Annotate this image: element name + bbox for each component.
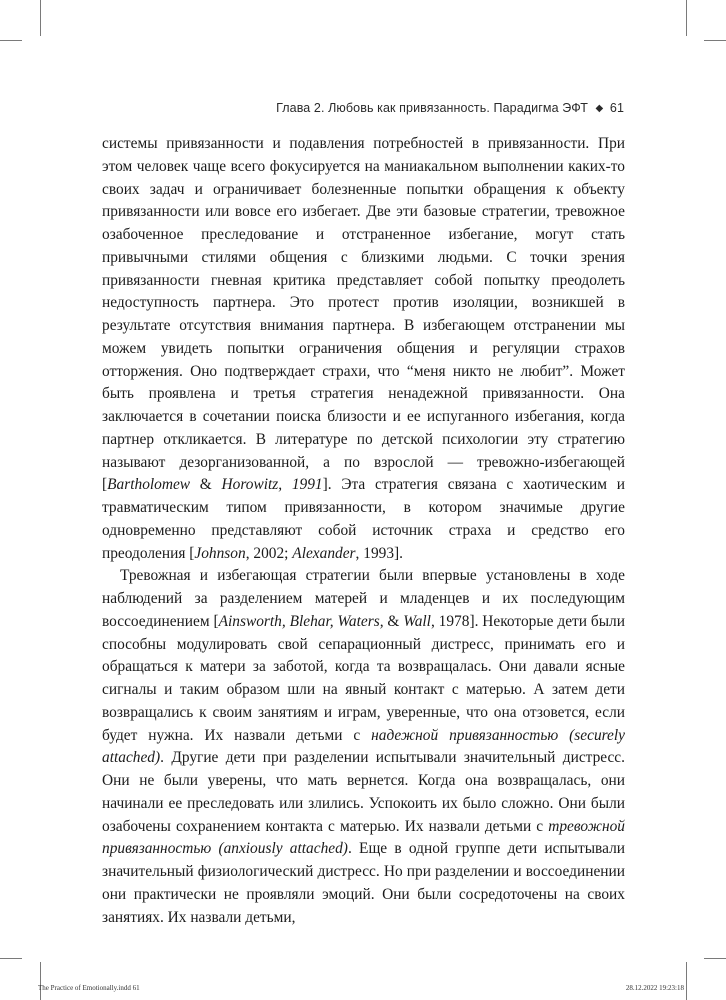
crop-mark-bottom-left <box>40 962 41 1000</box>
italic-text: Horowitz, 1991 <box>221 476 323 494</box>
crop-mark-right-top <box>704 40 726 41</box>
italic-text: надежной привязанностью (securely attached) <box>102 726 625 767</box>
paragraph-text: ]. Эта стратегия связана с хаотическим и травматическим типом привязанности, в котором значимые другие одновременно представляют собой источник страха и средство его преодоления [ <box>102 476 625 562</box>
crop-mark-top-right <box>686 0 687 36</box>
italic-text: Johnson <box>194 544 246 562</box>
paragraph-text: . Еще в одной группе дети испытывали значительный физиологический дистресс. Но при разделении и воссоединении они практически не проявляли эмоций. Они были сосредоточены на своих занятиях. Их назвали детьми, <box>102 840 625 926</box>
paragraph <box>102 133 625 565</box>
paragraph-text: & <box>190 476 222 494</box>
running-header <box>276 101 624 115</box>
chapter-title: Глава 2. Любовь как привязанность. Парадигма ЭФТ <box>276 101 588 115</box>
footer-file-info: The Practice of Emotionally.indd 61 <box>38 984 140 992</box>
paragraph-text: системы привязанности и подавления потребностей в привязанности. При этом человек чаще всего фокусируется на маниакальном выполнении каких-то своих задач и ограничивает болезненные попытки обращения к объекту привязанности или вовсе его избегает. Две эти базовые стратегии, тревожное озабоченное преследование и отстраненное избегание, могут стать привычными стилями общения с близкими людьми. С точки зрения привязанности гневная критика представляет собой попытку преодолеть недоступность партнера. Это протест против изоляции, возникшей в результате отсутствия внимания партнера. В избегающем отстранении мы можем увидеть попытки ограничения общения и регуляции страхов отторжения. Оно подтверждает страхи, что “меня никто не любит”. Может быть проявлена и третья стратегия ненадежной привязанности. Она заключается в сочетании поиска близости и ее испуганного избегания, когда партнер откликается. В литературе по детской психологии эту стратегию называют дезорганизованной, а по взрослой — тревожно-избегающей [ <box>102 135 625 494</box>
crop-mark-left-bottom <box>0 958 22 959</box>
italic-text: Ainsworth, Blehar, Waters, <box>218 612 384 630</box>
crop-mark-bottom-right <box>686 962 687 1000</box>
paragraph-text: , 2002; <box>245 544 293 562</box>
footer-timestamp: 28.12.2022 19:23:18 <box>625 984 684 992</box>
paragraph-text: , 1978]. Некоторые дети были способны модулировать свой сепарационный дистресс, принимать его и обращаться к матери за заботой, когда та возвращалась. Они давали ясные сигналы и таким образом шли на явный контакт с матерью. А затем дети возвращались к своим занятиям и играм, уверенные, что она отзовется, если будет нужна. Их назвали детьми с <box>102 612 625 744</box>
paragraph-text: . Другие дети при разделении испытывали значительный дистресс. Они не были уверены, что мать вернется. Когда она возвращалась, они начинали ее преследовать или злились. Успокоить их было сложно. Они были озабочены сохранением контакта с матерью. Их назвали детьми с <box>102 749 625 835</box>
italic-text: Wall <box>403 612 431 630</box>
paragraph-text: & <box>383 612 404 630</box>
paragraph-text: , 1993]. <box>355 544 403 562</box>
crop-mark-left-top <box>0 40 22 41</box>
italic-text: Alexander <box>292 544 356 562</box>
crop-mark-top-left <box>40 0 41 36</box>
paragraph-text: Тревожная и избегающая стратегии были впервые установлены в ходе наблюдений за разделением матерей и младенцев и их последующим воссоединением [ <box>102 567 625 630</box>
paragraph <box>102 565 625 929</box>
italic-text: Bartholomew <box>107 476 191 494</box>
body-text <box>102 133 625 929</box>
page-number: 61 <box>609 101 624 115</box>
diamond-icon: ◆ <box>595 103 604 114</box>
crop-mark-right-bottom <box>704 958 726 959</box>
italic-text: тревожной привязанностью (anxiously attached) <box>102 817 625 858</box>
